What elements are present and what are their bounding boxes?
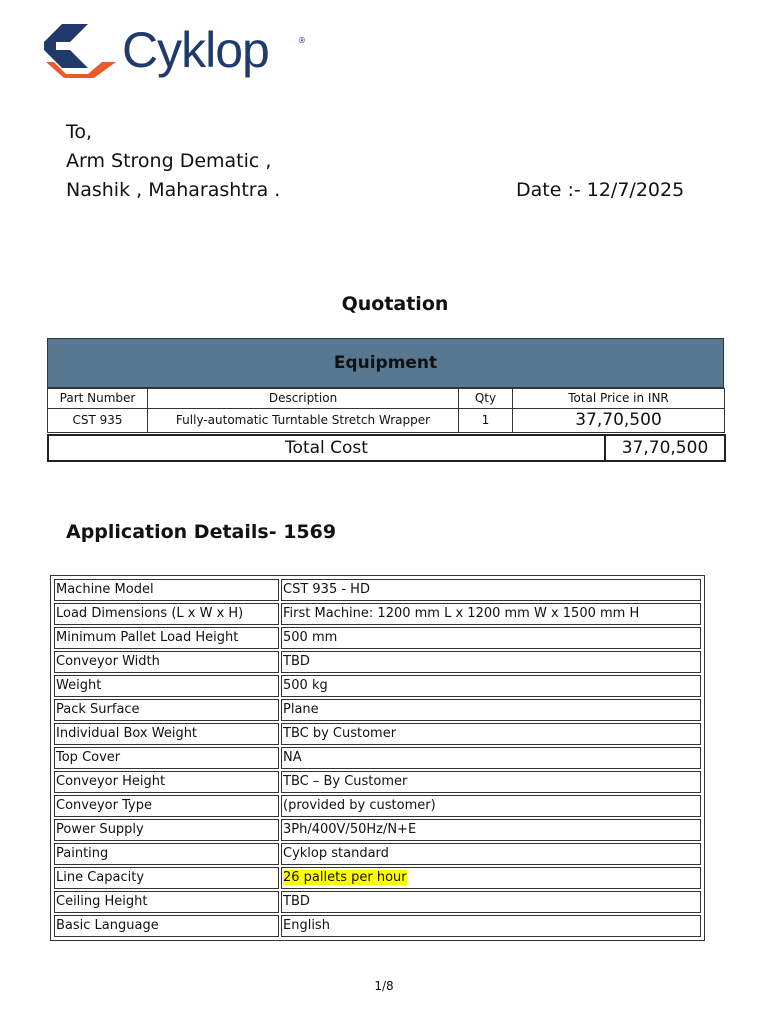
detail-value: English bbox=[281, 915, 701, 937]
table-row bbox=[54, 843, 701, 865]
address-to: To, bbox=[66, 121, 93, 143]
detail-key: Conveyor Height bbox=[54, 771, 279, 793]
part-number-cell: CST 935 bbox=[48, 409, 148, 433]
table-row bbox=[54, 699, 701, 721]
detail-key: Line Capacity bbox=[54, 867, 279, 889]
detail-value bbox=[281, 867, 701, 889]
detail-key: Load Dimensions (L x W x H) bbox=[54, 603, 279, 625]
brand-name: Cyklop bbox=[122, 22, 269, 78]
detail-key: Painting bbox=[54, 843, 279, 865]
description-cell: Fully-automatic Turntable Stretch Wrapper bbox=[148, 409, 459, 433]
price-cell: 37,70,500 bbox=[513, 409, 725, 433]
column-header: Total Price in INR bbox=[513, 389, 725, 409]
column-header: Qty bbox=[459, 389, 513, 409]
detail-value: NA bbox=[281, 747, 701, 769]
detail-value: TBD bbox=[281, 651, 701, 673]
detail-key: Conveyor Width bbox=[54, 651, 279, 673]
table-row bbox=[54, 651, 701, 673]
total-label: Total Cost bbox=[48, 435, 605, 461]
quotation-title: Quotation bbox=[341, 293, 449, 315]
table-row bbox=[54, 627, 701, 649]
equipment-grid bbox=[47, 388, 725, 433]
cyklop-logo bbox=[44, 24, 314, 80]
table-row bbox=[54, 747, 701, 769]
table-row bbox=[54, 579, 701, 601]
equipment-column-headers bbox=[48, 389, 725, 409]
application-details-table bbox=[50, 575, 705, 941]
equipment-header: Equipment bbox=[47, 338, 724, 388]
detail-value: TBC – By Customer bbox=[281, 771, 701, 793]
table-row bbox=[54, 723, 701, 745]
column-header: Description bbox=[148, 389, 459, 409]
qty-cell: 1 bbox=[459, 409, 513, 433]
application-details-title: Application Details- 1569 bbox=[66, 521, 337, 543]
detail-key: Power Supply bbox=[54, 819, 279, 841]
detail-key: Minimum Pallet Load Height bbox=[54, 627, 279, 649]
detail-key: Ceiling Height bbox=[54, 891, 279, 913]
table-row bbox=[54, 771, 701, 793]
detail-key: Machine Model bbox=[54, 579, 279, 601]
detail-value: TBD bbox=[281, 891, 701, 913]
detail-value: 500 mm bbox=[281, 627, 701, 649]
detail-key: Top Cover bbox=[54, 747, 279, 769]
table-row bbox=[54, 603, 701, 625]
table-row bbox=[54, 867, 701, 889]
address-location: Nashik , Maharashtra . bbox=[66, 179, 281, 201]
quotation-date: Date :- 12/7/2025 bbox=[516, 179, 685, 201]
detail-key: Weight bbox=[54, 675, 279, 697]
detail-key: Individual Box Weight bbox=[54, 723, 279, 745]
detail-value: TBC by Customer bbox=[281, 723, 701, 745]
registered-mark: ® bbox=[298, 36, 306, 45]
detail-value: (provided by customer) bbox=[281, 795, 701, 817]
address-company: Arm Strong Dematic , bbox=[66, 150, 272, 172]
detail-value: Cyklop standard bbox=[281, 843, 701, 865]
detail-value: 3Ph/400V/50Hz/N+E bbox=[281, 819, 701, 841]
detail-key: Conveyor Type bbox=[54, 795, 279, 817]
detail-key: Basic Language bbox=[54, 915, 279, 937]
detail-value: First Machine: 1200 mm L x 1200 mm W x 1500 mm H bbox=[281, 603, 701, 625]
total-value: 37,70,500 bbox=[605, 435, 725, 461]
column-header: Part Number bbox=[48, 389, 148, 409]
highlighted-value: 26 pallets per hour bbox=[283, 870, 407, 885]
table-row bbox=[54, 915, 701, 937]
detail-value: 500 kg bbox=[281, 675, 701, 697]
page-number: 1/8 bbox=[374, 979, 394, 993]
table-row bbox=[48, 409, 725, 433]
detail-value: CST 935 - HD bbox=[281, 579, 701, 601]
table-row bbox=[54, 891, 701, 913]
total-row bbox=[47, 434, 726, 462]
equipment-table bbox=[47, 338, 724, 462]
table-row bbox=[54, 795, 701, 817]
table-row bbox=[54, 819, 701, 841]
detail-value: Plane bbox=[281, 699, 701, 721]
detail-key: Pack Surface bbox=[54, 699, 279, 721]
cyklop-logo-mark-icon bbox=[44, 24, 122, 80]
table-row bbox=[54, 675, 701, 697]
